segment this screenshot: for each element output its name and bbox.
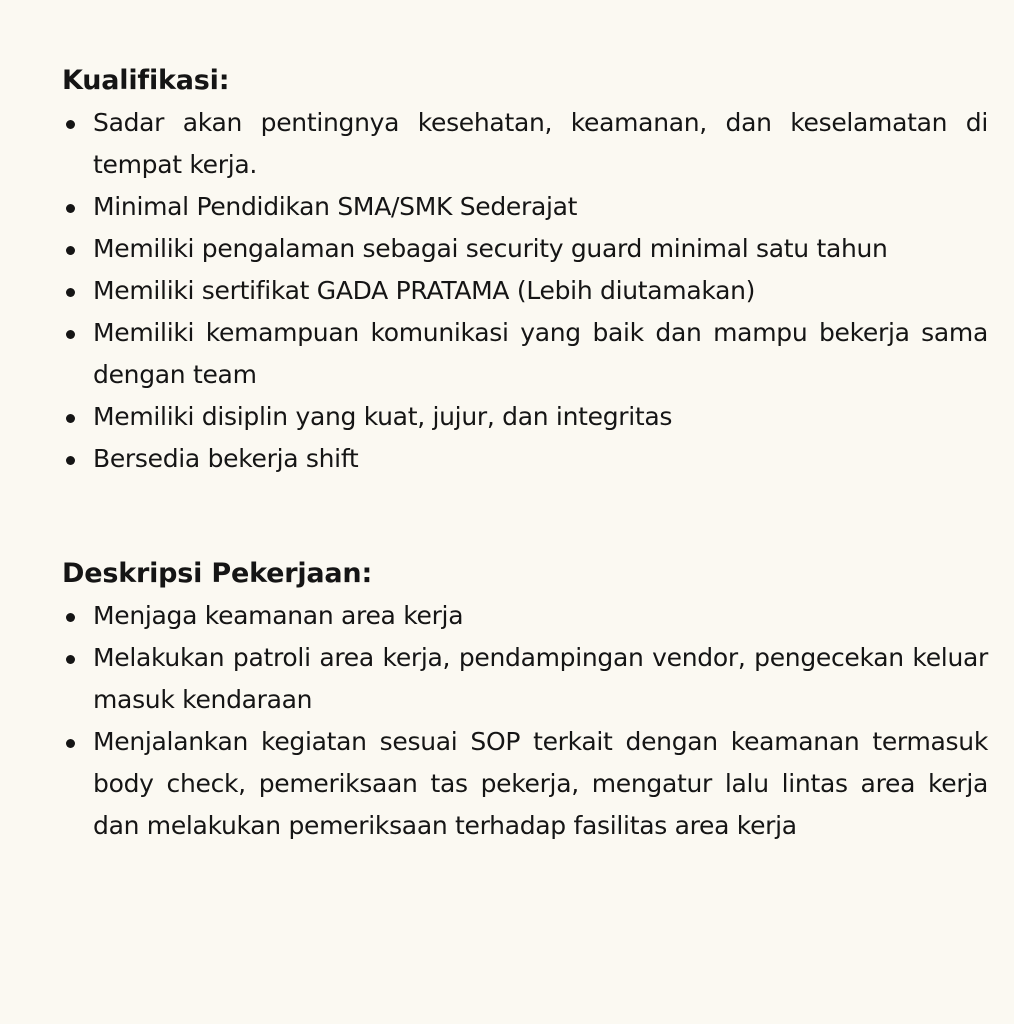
- bullet-icon: [66, 120, 75, 129]
- list-item: [62, 721, 988, 847]
- bullet-icon: [66, 414, 75, 423]
- bullet-icon: [66, 288, 75, 297]
- job-description-title: Deskripsi Pekerjaan:: [62, 558, 373, 589]
- bullet-icon: [66, 330, 75, 339]
- bullet-icon: [66, 739, 75, 748]
- list-item: [62, 396, 988, 438]
- list-item-text: Minimal Pendidikan SMA/SMK Sederajat: [93, 192, 578, 221]
- list-item: [62, 312, 988, 396]
- list-item-text: Memiliki sertifikat GADA PRATAMA (Lebih diutamakan): [93, 276, 756, 305]
- list-item-text: Melakukan patroli area kerja, pendampingan vendor, pengecekan keluar masuk kendaraan: [93, 643, 988, 714]
- bullet-icon: [66, 456, 75, 465]
- list-item-text: Menjaga keamanan area kerja: [93, 601, 464, 630]
- list-item: [62, 438, 988, 480]
- qualifications-title: Kualifikasi:: [62, 65, 230, 96]
- list-item-text: Memiliki disiplin yang kuat, jujur, dan integritas: [93, 402, 673, 431]
- list-item: [62, 228, 988, 270]
- job-description-section: [62, 553, 988, 847]
- bullet-icon: [66, 204, 75, 213]
- job-description-list: [62, 595, 988, 847]
- qualifications-list: [62, 102, 988, 480]
- list-item: [62, 102, 988, 186]
- bullet-icon: [66, 655, 75, 664]
- list-item: [62, 270, 988, 312]
- list-item: [62, 637, 988, 721]
- bullet-icon: [66, 246, 75, 255]
- list-item-text: Menjalankan kegiatan sesuai SOP terkait dengan keamanan termasuk body check, pemeriksaan tas pekerja, mengatur lalu lintas area kerja dan melakukan pemeriksaan terhadap fasilitas area kerja: [93, 727, 988, 840]
- list-item-text: Memiliki pengalaman sebagai security guard minimal satu tahun: [93, 234, 888, 263]
- job-posting-content: [62, 60, 988, 847]
- list-item: [62, 186, 988, 228]
- list-item-text: Bersedia bekerja shift: [93, 444, 359, 473]
- list-item-text: Sadar akan pentingnya kesehatan, keamanan, dan keselamatan di tempat kerja.: [93, 108, 988, 179]
- list-item-text: Memiliki kemampuan komunikasi yang baik dan mampu bekerja sama dengan team: [93, 318, 988, 389]
- qualifications-section: [62, 60, 988, 480]
- list-item: [62, 595, 988, 637]
- bullet-icon: [66, 613, 75, 622]
